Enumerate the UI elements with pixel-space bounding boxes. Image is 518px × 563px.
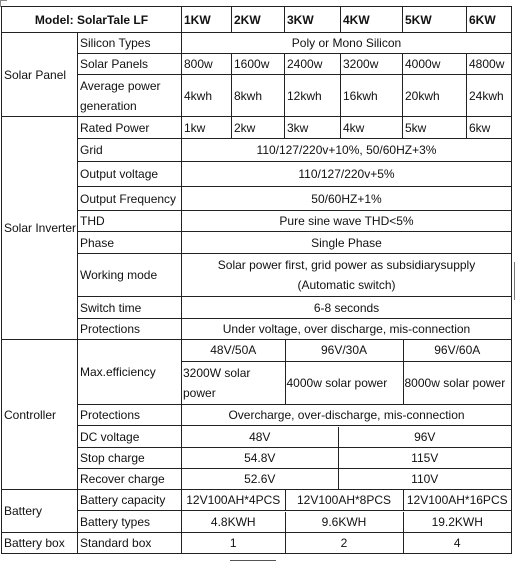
silicon-label: Silicon Types bbox=[78, 33, 182, 54]
silicon-value: Poly or Mono Silicon bbox=[182, 33, 512, 54]
phase-label: Phase bbox=[78, 232, 182, 254]
section-battery: Battery bbox=[2, 490, 78, 533]
avg-power-value: 12kwh bbox=[285, 75, 341, 117]
recover-charge-row bbox=[2, 469, 512, 490]
stop-charge-cells bbox=[182, 448, 512, 469]
dc-voltage-value: 96V bbox=[338, 427, 511, 447]
battery-types-value: 4.8KWH bbox=[210, 514, 256, 529]
model-4kw: 4KW bbox=[341, 7, 403, 33]
recover-charge-value: 110V bbox=[338, 469, 511, 489]
panels-row bbox=[2, 54, 512, 75]
grid-value: 110/127/220v+10%, 50/60HZ+3% bbox=[182, 139, 512, 162]
output-frequency-row bbox=[2, 187, 512, 211]
rated-power-row bbox=[2, 117, 512, 139]
working-mode-value bbox=[182, 254, 512, 297]
working-mode-label: Working mode bbox=[78, 254, 182, 297]
standard-box-value: 1 bbox=[229, 536, 237, 550]
section-battery-box: Battery box bbox=[2, 533, 78, 554]
standard-box-label: Standard box bbox=[78, 533, 182, 554]
rated-power-label: Rated Power bbox=[78, 117, 182, 139]
battery-types-cells bbox=[182, 511, 512, 533]
bottom-mark bbox=[230, 560, 276, 561]
avg-power-value: 16kwh bbox=[341, 75, 403, 117]
rated-power-value: 3kw bbox=[285, 117, 341, 139]
battery-box-row bbox=[2, 533, 512, 554]
rated-power-value: 6kw bbox=[467, 117, 512, 139]
output-frequency-value: 50/60HZ+1% bbox=[182, 187, 512, 211]
grid-row bbox=[2, 139, 512, 162]
controller-protections-row bbox=[2, 405, 512, 426]
model-name: SolarTale LF bbox=[76, 12, 149, 27]
standard-box-cells bbox=[182, 533, 512, 554]
battery-capacity-value: 12V100AH*4PCS bbox=[186, 493, 281, 507]
panels-value: 800w bbox=[182, 54, 232, 75]
battery-types-label: Battery types bbox=[78, 511, 182, 533]
max-efficiency-inner bbox=[182, 340, 511, 404]
battery-capacity-value: 12V100AH*16PCS bbox=[403, 490, 511, 510]
output-voltage-row bbox=[2, 162, 512, 187]
max-eff-rating: 96V/30A bbox=[285, 340, 403, 361]
panels-value: 3200w bbox=[341, 54, 403, 75]
phase-row bbox=[2, 232, 512, 254]
panels-label: Solar Panels bbox=[78, 54, 182, 75]
avg-power-row bbox=[2, 75, 512, 117]
max-eff-power: 3200W solar power bbox=[182, 361, 285, 404]
model-label: Model: bbox=[34, 12, 74, 27]
output-voltage-label: Output voltage bbox=[78, 162, 182, 187]
max-efficiency-label: Max.efficiency bbox=[78, 340, 182, 405]
grid-label: Grid bbox=[78, 139, 182, 162]
thd-value: Pure sine wave THD<5% bbox=[182, 211, 512, 232]
dc-voltage-cells bbox=[182, 426, 512, 448]
switch-time-row bbox=[2, 297, 512, 319]
standard-box-value: 4 bbox=[403, 533, 511, 553]
model-2kw: 2KW bbox=[232, 7, 285, 33]
rated-power-value: 1kw bbox=[182, 117, 232, 139]
panels-value: 4000w bbox=[403, 54, 467, 75]
section-controller: Controller bbox=[2, 340, 78, 490]
header-row bbox=[2, 7, 512, 33]
max-eff-rating: 96V/60A bbox=[403, 340, 511, 361]
model-1kw: 1KW bbox=[182, 7, 232, 33]
battery-types-row bbox=[2, 511, 512, 533]
rated-power-value: 5kw bbox=[403, 117, 467, 139]
stop-charge-value: 54.8V bbox=[244, 451, 276, 465]
output-voltage-value: 110/127/220v+5% bbox=[182, 162, 512, 187]
switch-time-label: Switch time bbox=[78, 297, 182, 319]
controller-protections-value: Overcharge, over-discharge, mis-connection bbox=[182, 405, 512, 426]
recover-charge-cells bbox=[182, 469, 512, 490]
switch-time-value: 6-8 seconds bbox=[182, 297, 512, 319]
model-3kw: 3KW bbox=[285, 7, 341, 33]
dc-voltage-row bbox=[2, 426, 512, 448]
avg-power-value: 8kwh bbox=[232, 75, 285, 117]
avg-power-value: 24kwh bbox=[467, 75, 512, 117]
dc-voltage-value: 48V bbox=[249, 429, 271, 444]
section-solar-panel: Solar Panel bbox=[2, 33, 78, 117]
working-mode-row bbox=[2, 254, 512, 297]
rated-power-value: 4kw bbox=[341, 117, 403, 139]
dc-voltage-label: DC voltage bbox=[78, 426, 182, 448]
inverter-protections-value: Under voltage, over discharge, mis-connection bbox=[182, 319, 512, 340]
model-cell bbox=[2, 7, 182, 33]
recover-charge-value: 52.6V bbox=[244, 472, 276, 486]
max-eff-power: 4000w solar power bbox=[285, 361, 403, 404]
battery-capacity-label: Battery capacity bbox=[78, 490, 182, 511]
thd-row bbox=[2, 211, 512, 232]
scroll-mark bbox=[514, 262, 515, 300]
panels-value: 2400w bbox=[285, 54, 341, 75]
recover-charge-label: Recover charge bbox=[78, 469, 182, 490]
phase-value: Single Phase bbox=[182, 232, 512, 254]
avg-power-value: 4kwh bbox=[182, 75, 232, 117]
model-6kw: 6KW bbox=[467, 7, 512, 33]
working-mode-line2: (Automatic switch) bbox=[297, 278, 396, 292]
battery-capacity-value: 12V100AH*8PCS bbox=[285, 490, 403, 510]
standard-box-value: 2 bbox=[285, 533, 403, 553]
stop-charge-value: 115V bbox=[338, 448, 511, 468]
max-efficiency-grid bbox=[182, 340, 512, 405]
avg-power-label: Average power generation bbox=[78, 75, 182, 117]
panels-value: 1600w bbox=[232, 54, 285, 75]
max-eff-power: 8000w solar power bbox=[403, 361, 511, 404]
inverter-protections-label: Protections bbox=[78, 319, 182, 340]
rated-power-value: 2kw bbox=[232, 117, 285, 139]
avg-power-value: 20kwh bbox=[403, 75, 467, 117]
battery-capacity-cells bbox=[182, 490, 512, 511]
stop-charge-label: Stop charge bbox=[78, 448, 182, 469]
inverter-protections-row bbox=[2, 319, 512, 340]
model-5kw: 5KW bbox=[403, 7, 467, 33]
section-solar-inverter: Solar Inverter bbox=[2, 117, 78, 340]
battery-types-value: 19.2KWH bbox=[403, 512, 511, 532]
stop-charge-row bbox=[2, 448, 512, 469]
output-frequency-label: Output Frequency bbox=[78, 187, 182, 211]
working-mode-line1: Solar power first, grid power as subsidiarysupply bbox=[217, 258, 476, 272]
battery-types-value: 9.6KWH bbox=[285, 512, 403, 532]
max-eff-rating: 48V/50A bbox=[210, 343, 257, 358]
silicon-row bbox=[2, 33, 512, 54]
controller-protections-label: Protections bbox=[78, 405, 182, 426]
max-efficiency-row bbox=[2, 340, 512, 405]
thd-label: THD bbox=[78, 211, 182, 232]
battery-capacity-row bbox=[2, 490, 512, 511]
panels-value: 4800w bbox=[467, 54, 512, 75]
spec-table bbox=[1, 6, 512, 554]
